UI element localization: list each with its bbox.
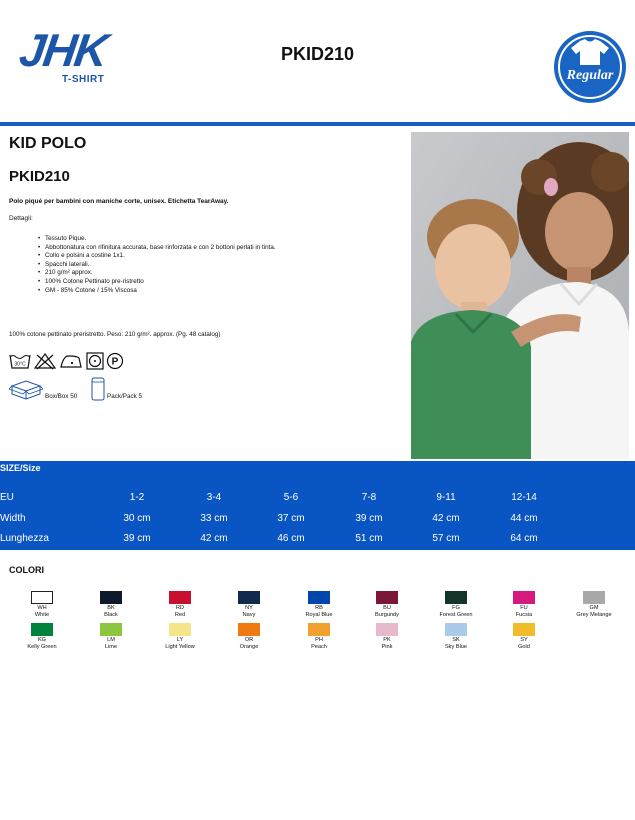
color-swatch-fg [426, 591, 486, 618]
details-item: • Abbottonatura con rifinitura accurata, base rinforzata e con 2 bottoni perlati in tinta. [38, 244, 276, 253]
fit-label: Regular [566, 68, 614, 83]
color-swatch-sk [426, 623, 486, 650]
color-swatch-bu [357, 591, 417, 618]
size-cell: 51 cm [355, 533, 383, 544]
size-cell: 42 cm [432, 513, 460, 524]
color-swatch-kg [12, 623, 72, 650]
details-item: • Tessuto Pique. [38, 235, 276, 244]
pack-icon [90, 377, 106, 401]
swatch-color-box [238, 623, 260, 636]
size-cell: 64 cm [510, 533, 538, 544]
color-swatch-or [219, 623, 279, 650]
color-swatch-fu [494, 591, 554, 618]
swatch-color-box [100, 591, 122, 604]
wash-temp-label: 30°C [14, 361, 26, 368]
swatch-name: Light Yellow [165, 643, 195, 650]
swatch-name: Fucsia [515, 611, 533, 618]
details-item: • 100% Cotone Pettinato pre-ristretto [38, 278, 276, 287]
box-label: Box/Box 50 [45, 393, 78, 400]
composition-note: 100% cotone pettinato preristretto. Peso: 210 g/m². approx. (Pg. 48 catalog) [9, 331, 221, 338]
swatch-code: SK [452, 637, 460, 643]
swatch-code: WH [37, 605, 47, 611]
wash-30-icon [9, 352, 31, 370]
swatch-color-box [169, 591, 191, 604]
swatch-code: NY [245, 605, 253, 611]
color-swatch-pk [357, 623, 417, 650]
size-row-label: Lunghezza [0, 533, 49, 544]
details-list [38, 235, 276, 295]
details-item: • Spacchi laterali. [38, 261, 276, 270]
swatch-code: BU [383, 605, 391, 611]
swatch-name: Sky Blue [444, 643, 468, 650]
swatch-name: Grey Melange [576, 611, 612, 618]
swatch-code: LM [107, 637, 115, 643]
swatch-name: Royal Blue [305, 611, 333, 618]
swatch-color-box [445, 591, 467, 604]
header-product-code: PKID210 [280, 44, 355, 64]
box-icon [9, 378, 43, 400]
size-row-label: Width [0, 513, 26, 524]
tumble-dry-icon [86, 352, 104, 370]
no-bleach-icon [34, 352, 56, 370]
swatch-name: White [34, 611, 50, 618]
details-item: • 210 g/m² approx. [38, 269, 276, 278]
product-photo [411, 132, 629, 459]
color-swatch-ny [219, 591, 279, 618]
size-cell: 3-4 [206, 492, 222, 503]
swatch-color-box [513, 591, 535, 604]
size-cell: 30 cm [123, 513, 151, 524]
size-table-title: SIZE/Size [0, 463, 41, 473]
swatch-code: BK [107, 605, 115, 611]
color-swatch-wh [12, 591, 72, 618]
brand-logo-subtitle: T-SHIRT [62, 74, 105, 85]
swatch-color-box [238, 591, 260, 604]
swatch-name: Pink [381, 643, 393, 650]
size-cell: 37 cm [277, 513, 305, 524]
swatch-code: OR [244, 637, 254, 643]
size-cell: 33 cm [200, 513, 228, 524]
header-divider [0, 122, 635, 126]
swatch-code: RB [315, 605, 323, 611]
product-name: KID POLO [9, 135, 87, 152]
size-cell: 57 cm [432, 533, 460, 544]
swatch-color-box [376, 623, 398, 636]
swatch-name: Lime [104, 643, 118, 650]
swatch-color-box [31, 623, 53, 636]
color-swatch-sy [494, 623, 554, 650]
swatch-color-box [583, 591, 605, 604]
color-swatch-ph [289, 623, 349, 650]
swatch-color-box [100, 623, 122, 636]
details-item: • GM - 85% Cotone / 15% Viscosa [38, 287, 276, 296]
swatch-name: Gold [518, 643, 530, 650]
product-code: PKID210 [9, 168, 70, 185]
size-cell: 1-2 [129, 492, 145, 503]
swatch-name: Navy [242, 611, 256, 618]
swatch-name: Red [174, 611, 186, 618]
swatch-name: Orange [239, 643, 259, 650]
size-cell: 7-8 [361, 492, 377, 503]
size-cell: 39 cm [355, 513, 383, 524]
swatch-color-box [308, 591, 330, 604]
color-swatch-rd [150, 591, 210, 618]
size-cell: 39 cm [123, 533, 151, 544]
color-swatch-rb [289, 591, 349, 618]
swatch-color-box [31, 591, 53, 604]
details-item: • Collo e polsini a costine 1x1. [38, 252, 276, 261]
swatch-name: Burgundy [375, 611, 399, 618]
color-swatch-ly [150, 623, 210, 650]
swatch-code: PH [315, 637, 323, 643]
swatch-name: Kelly Green [27, 643, 57, 650]
swatch-color-box [308, 623, 330, 636]
colors-title: COLORI [9, 565, 44, 575]
swatch-code: GM [589, 605, 599, 611]
details-label: Dettagli: [9, 215, 33, 222]
swatch-name: Forest Green [439, 611, 473, 618]
svg-text:P: P [111, 356, 119, 368]
size-cell: 44 cm [510, 513, 538, 524]
swatch-name: Black [104, 611, 118, 618]
size-cell: 42 cm [200, 533, 228, 544]
swatch-name: Peach [311, 643, 327, 650]
tshirt-icon [570, 39, 610, 65]
swatch-code: KG [37, 637, 47, 643]
size-cell: 5-6 [283, 492, 299, 503]
swatch-code: RD [175, 605, 185, 611]
swatch-color-box [445, 623, 467, 636]
swatch-code: LY [176, 637, 184, 643]
swatch-code: PK [383, 637, 391, 643]
swatch-color-box [513, 623, 535, 636]
size-cell: 12-14 [511, 492, 537, 503]
dry-clean-p-icon [106, 352, 124, 370]
fit-badge [554, 31, 626, 103]
color-swatch-lm [81, 623, 141, 650]
swatch-code: SY [520, 637, 528, 643]
size-cell: 9-11 [436, 492, 456, 503]
size-cell: 46 cm [277, 533, 305, 544]
color-swatch-bk [81, 591, 141, 618]
swatch-code: FG [452, 605, 460, 611]
size-row-label: EU [0, 492, 14, 503]
swatch-color-box [376, 591, 398, 604]
pack-label: Pack/Pack 5 [107, 393, 142, 400]
swatch-code: FU [520, 605, 528, 611]
iron-low-icon [59, 352, 83, 370]
color-swatch-gm [564, 591, 624, 618]
swatch-color-box [169, 623, 191, 636]
brand-logo: JHK [16, 24, 110, 76]
product-description: Polo piqué per bambini con maniche corte, unisex. Etichetta TearAway. [9, 198, 229, 205]
